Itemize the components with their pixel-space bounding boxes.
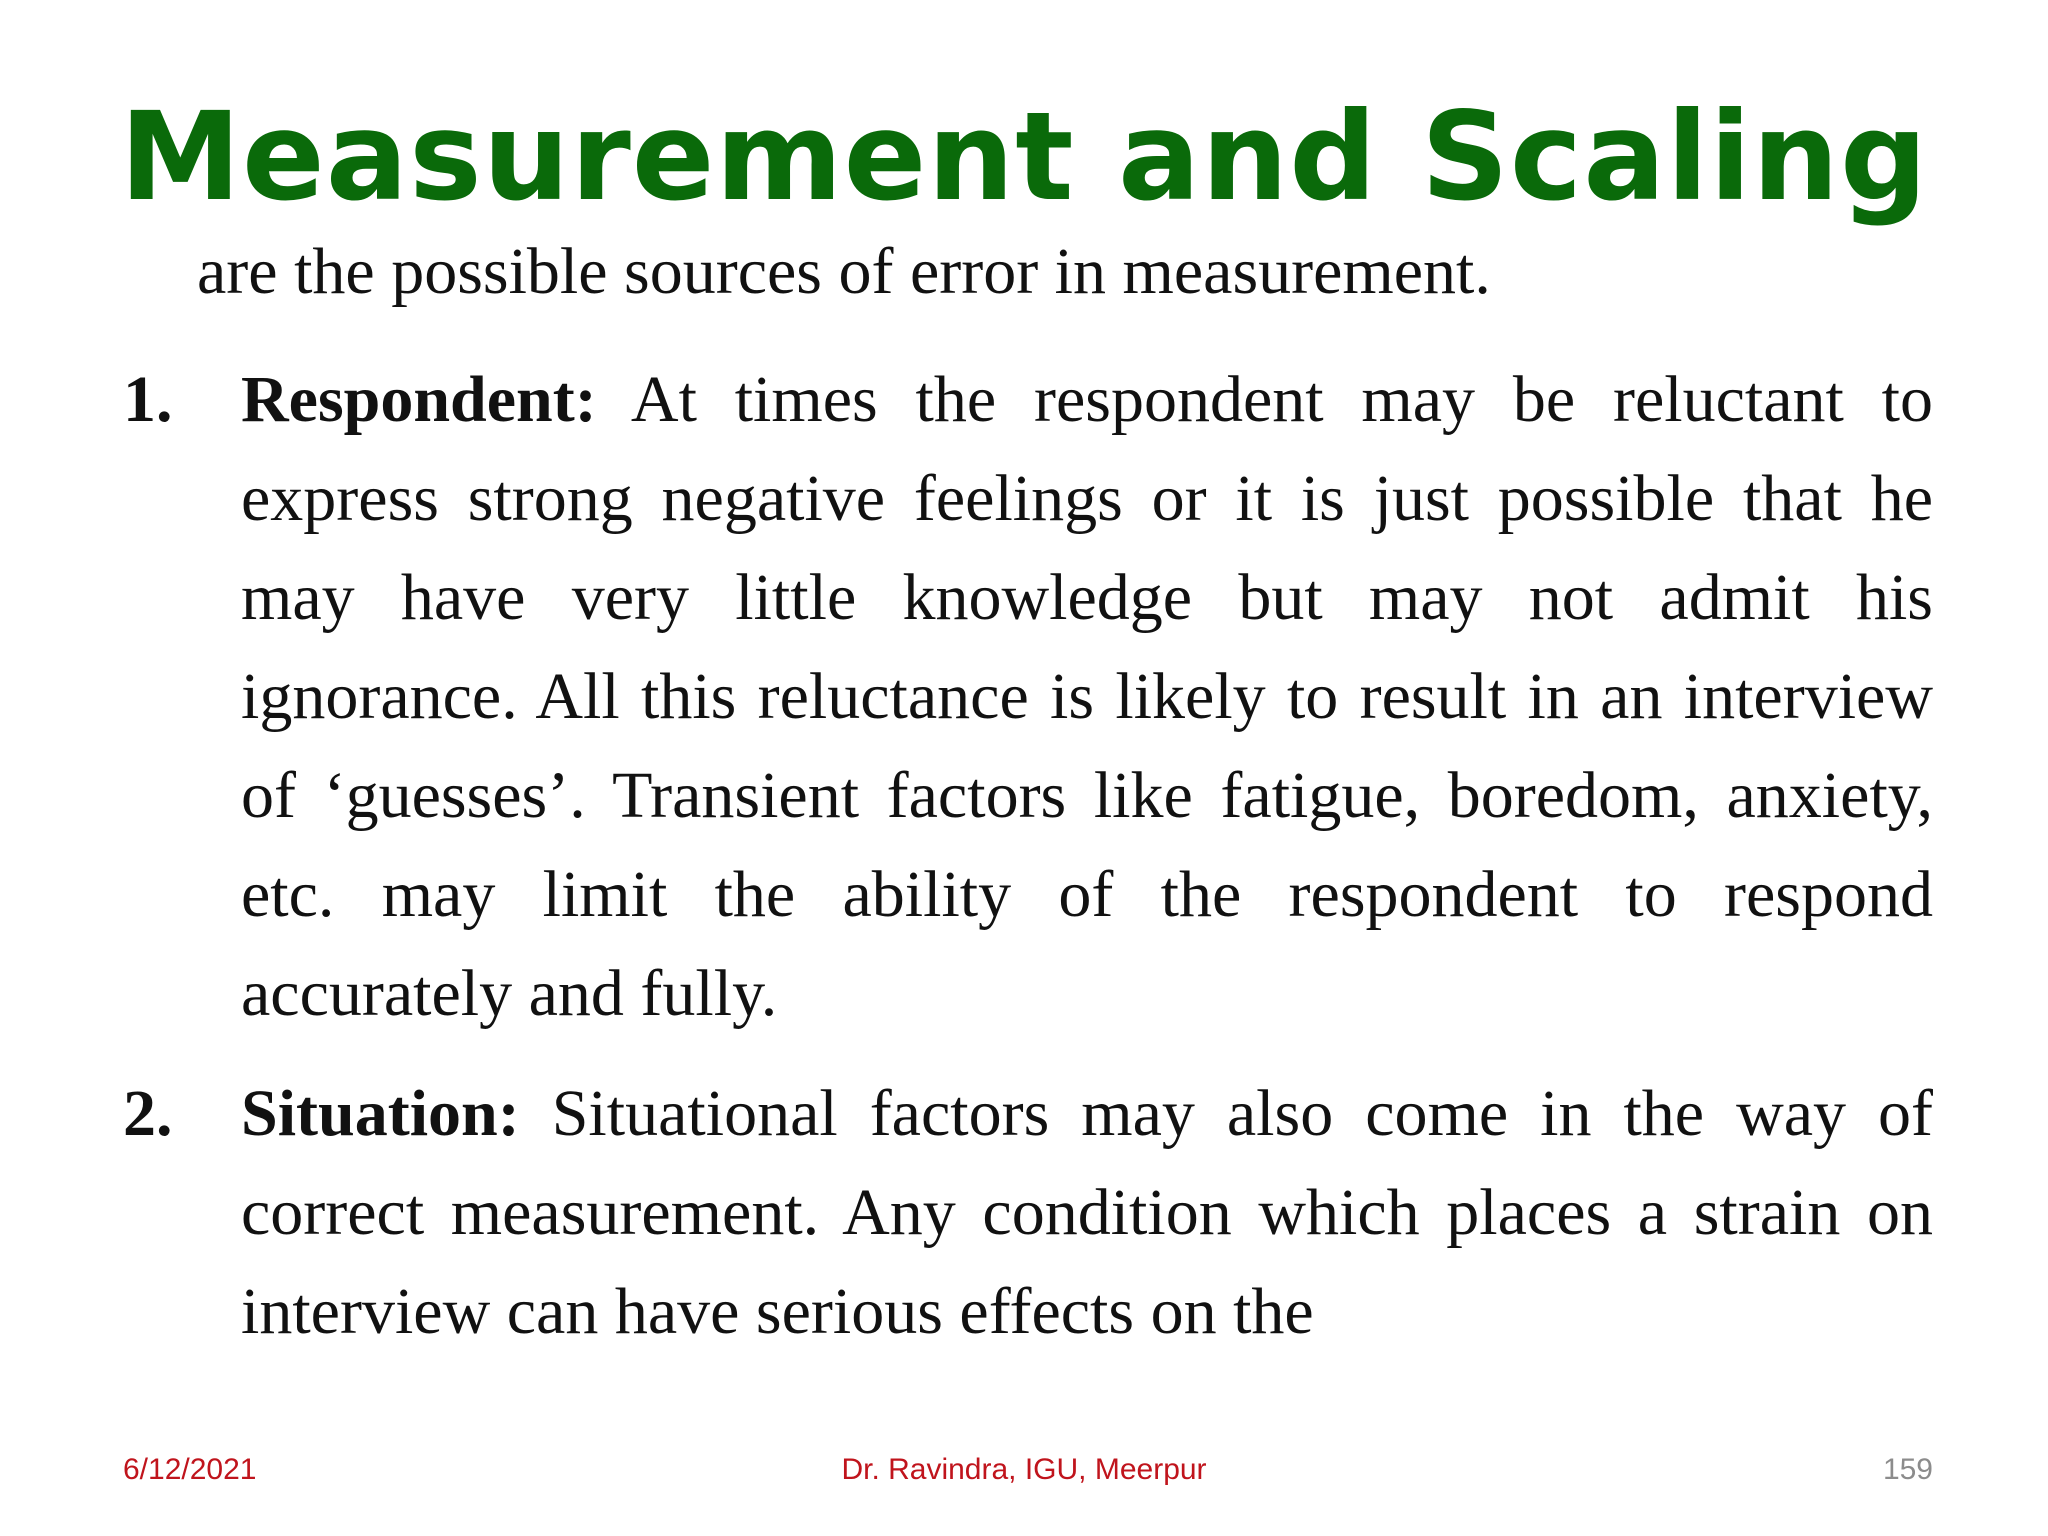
slide-title: Measurement and Scaling [119,86,1929,228]
list-item-number: 2. [123,1077,173,1150]
list-item-number: 1. [123,363,173,436]
list-item-text: At times the respondent may be reluctant to express strong negative feelings or it is just possible that he may have very little knowledge but may not admit his ignorance. All this reluctance is likely to result in an interview of ‘guesses’. Transient factors like fatigue, boredom, anxiety, etc. may limit the ability of the respondent to respond accurately and fully. [241,363,1933,1030]
list-item-text: Situational factors may also come in the way of correct measurement. Any condition which places a strain on interview can have serious effects on the [241,1077,1933,1348]
list-item-term: Situation: [241,1077,520,1150]
list-item-term: Respondent: [241,363,597,436]
footer-author: Dr. Ravindra, IGU, Meerpur [841,1453,1207,1486]
list-item-body [241,1064,1933,1361]
list-item-body [241,350,1933,1043]
intro-text: are the possible sources of error in measurement. [197,235,1491,308]
page-number: 159 [1882,1453,1933,1486]
footer-date: 6/12/2021 [123,1453,257,1486]
